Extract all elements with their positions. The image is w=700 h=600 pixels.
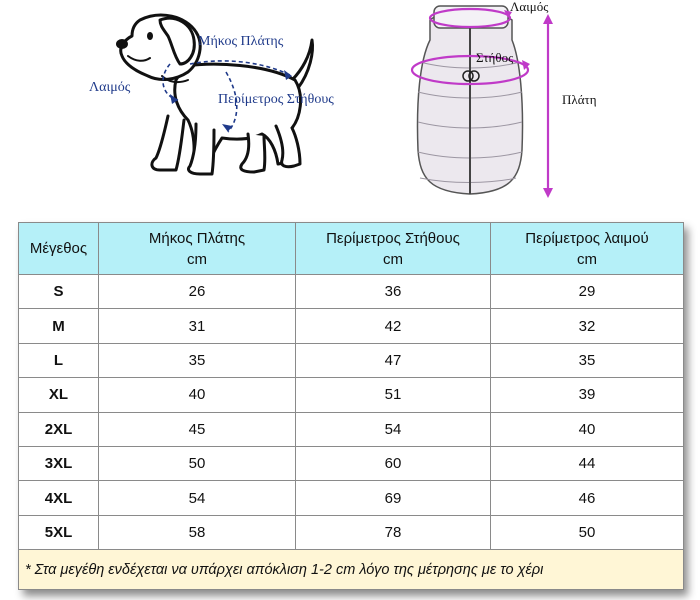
back-length-cell: 26 [99,275,296,309]
jacket-label-chest: Στήθος [476,50,514,65]
size-cell: M [19,309,99,343]
size-table [18,222,684,590]
chest-cell: 78 [296,515,491,549]
header-neck-label: Περίμετρος λαιμού [525,229,649,247]
table-row [19,446,684,480]
chest-cell: 42 [296,309,491,343]
dog-label-neck: Λαιμός [89,80,131,95]
measurement-illustrations [0,0,700,210]
neck-cell: 29 [491,275,684,309]
back-length-cell: 35 [99,343,296,377]
back-length-cell: 31 [99,309,296,343]
back-length-cell: 54 [99,481,296,515]
header-neck-unit: cm [577,250,597,268]
table-row [19,309,684,343]
neck-cell: 44 [491,446,684,480]
header-back-length-label: Μήκος Πλάτης [148,229,246,247]
size-cell: 3XL [19,446,99,480]
footnote-row [19,550,684,590]
size-cell: L [19,343,99,377]
table-row [19,412,684,446]
size-cell: XL [19,378,99,412]
neck-cell: 46 [491,481,684,515]
header-chest [296,223,491,275]
chest-cell: 60 [296,446,491,480]
table-row [19,343,684,377]
header-size [19,223,99,275]
chest-cell: 36 [296,275,491,309]
chest-cell: 51 [296,378,491,412]
table-row [19,481,684,515]
size-cell: 5XL [19,515,99,549]
neck-cell: 50 [491,515,684,549]
jacket-illustration [418,6,523,194]
header-neck [491,223,684,275]
back-length-cell: 50 [99,446,296,480]
neck-cell: 39 [491,378,684,412]
header-chest-label: Περίμετρος Στήθους [326,229,460,247]
neck-cell: 40 [491,412,684,446]
header-size-label: Μέγεθος [29,240,88,257]
back-length-cell: 45 [99,412,296,446]
neck-cell: 32 [491,309,684,343]
size-cell: 2XL [19,412,99,446]
header-back-length [99,223,296,275]
back-length-cell: 58 [99,515,296,549]
jacket-label-back: Πλάτη [562,92,597,107]
chest-cell: 54 [296,412,491,446]
size-cell: S [19,275,99,309]
table-row [19,275,684,309]
dog-label-back-length: Μήκος Πλάτης [198,34,284,49]
neck-cell: 35 [491,343,684,377]
table-header-row [19,223,684,275]
size-table-container [18,222,683,590]
chest-cell: 47 [296,343,491,377]
chest-cell: 69 [296,481,491,515]
footnote-text: * Στα μεγέθη ενδέχεται να υπάρχει απόκλιση 1-2 cm λόγο της μέτρησης με το χέρι [19,550,684,590]
header-chest-unit: cm [383,250,403,268]
dog-label-chest: Περίμετρος Στήθους [218,92,334,107]
table-row [19,515,684,549]
jacket-label-neck: Λαιμός [510,0,549,14]
table-row [19,378,684,412]
size-cell: 4XL [19,481,99,515]
header-back-length-unit: cm [187,250,207,268]
back-length-cell: 40 [99,378,296,412]
